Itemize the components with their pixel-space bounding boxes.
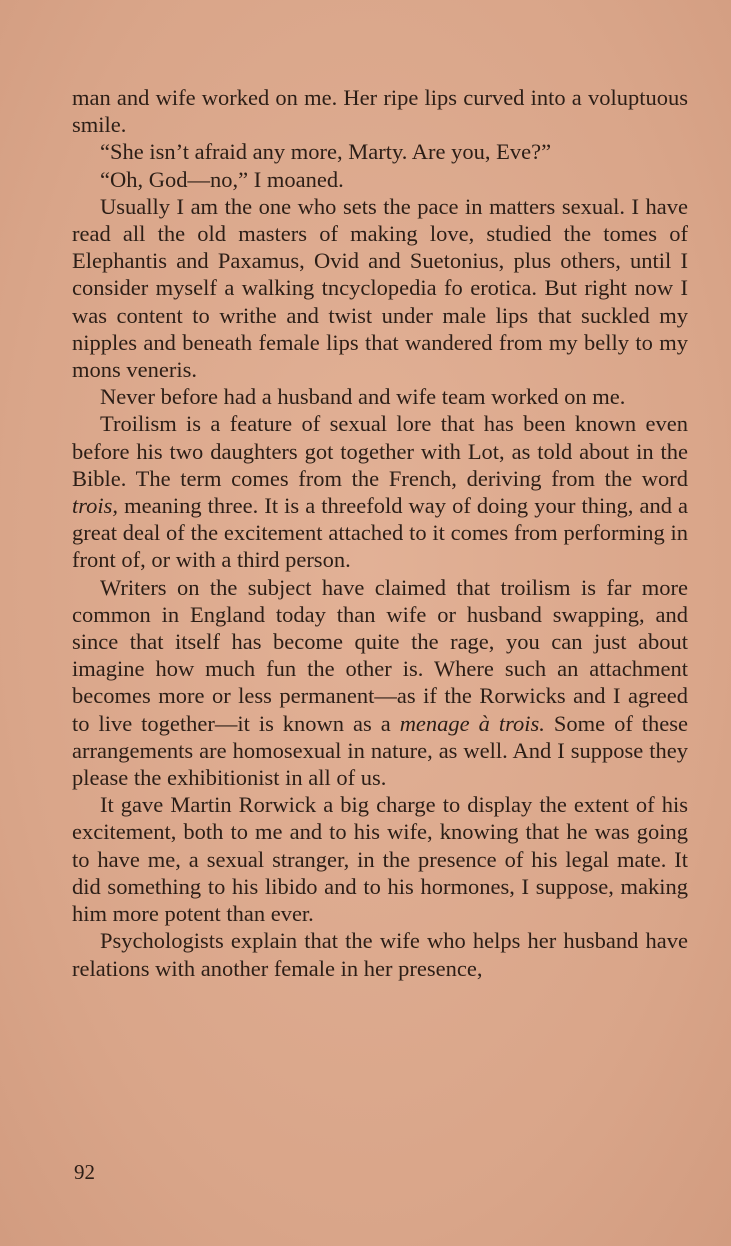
paragraph xyxy=(72,138,688,165)
text-segment: man and wife worked on me. Her ripe lips curved into a voluptuous smile. xyxy=(72,85,688,138)
paragraph xyxy=(72,383,688,410)
paragraph xyxy=(72,927,688,981)
text-segment: Psychologists explain that the wife who helps her husband have relations with another female in her presence, xyxy=(72,928,688,981)
paragraph xyxy=(72,574,688,792)
text-segment: Writers on the subject have claimed that troilism is far more common in England today than wife or husband swapping, and since that itself has become quite the rage, you can just about imagine how much fun the other is. Where such an attachment becomes more or less permanent—as if the Rorwicks and I agreed to live together—it is known as a xyxy=(72,574,688,736)
paragraph xyxy=(72,791,688,927)
paragraph xyxy=(72,410,688,573)
text-segment: It gave Martin Rorwick a big charge to display the extent of his excitement, both to me and to his wife, knowing that he was going to have me, a sexual stranger, in the presence of his legal mate. It did something to his libido and to his hormones, I suppose, making him more potent than ever. xyxy=(72,792,688,927)
paragraph xyxy=(72,193,688,383)
text-segment: Some of these arrangements are homosexual in nature, as well. And I suppose they please the exhibitionist in all of us. xyxy=(72,710,688,791)
text-segment: Usually I am the one who sets the pace in matters sexual. I have read all the old masters of making love, studied the tomes of Elephantis and Paxamus, Ovid and Suetonius, plus others, until I consider myself a walking tncyclopedia fo erotica. But right now I was content to writhe and twist under male lips that suckled my nipples and beneath female lips that wandered from my belly to my mons veneris. xyxy=(72,193,688,383)
text-segment: Never before had a husband and wife team worked on me. xyxy=(100,384,626,410)
text-segment: Troilism is a feature of sexual lore that has been known even before his two daughters got together with Lot, as told about in the Bible. The term comes from the French, deriving from the word xyxy=(72,411,688,491)
italic-term: menage à trois. xyxy=(399,710,545,736)
page-number: 92 xyxy=(74,1160,95,1184)
page-body xyxy=(72,84,688,982)
text-segment: “Oh, God—no,” I moaned. xyxy=(100,166,344,192)
paragraph xyxy=(72,84,688,138)
text-segment: “She isn’t afraid any more, Marty. Are you, Eve?” xyxy=(100,139,552,165)
italic-term: trois, xyxy=(72,493,119,519)
text-segment: meaning three. It is a threefold way of doing your thing, and a great deal of the excitement attached to it comes from performing in front of, or with a third person. xyxy=(72,493,688,573)
paragraph xyxy=(72,166,688,193)
